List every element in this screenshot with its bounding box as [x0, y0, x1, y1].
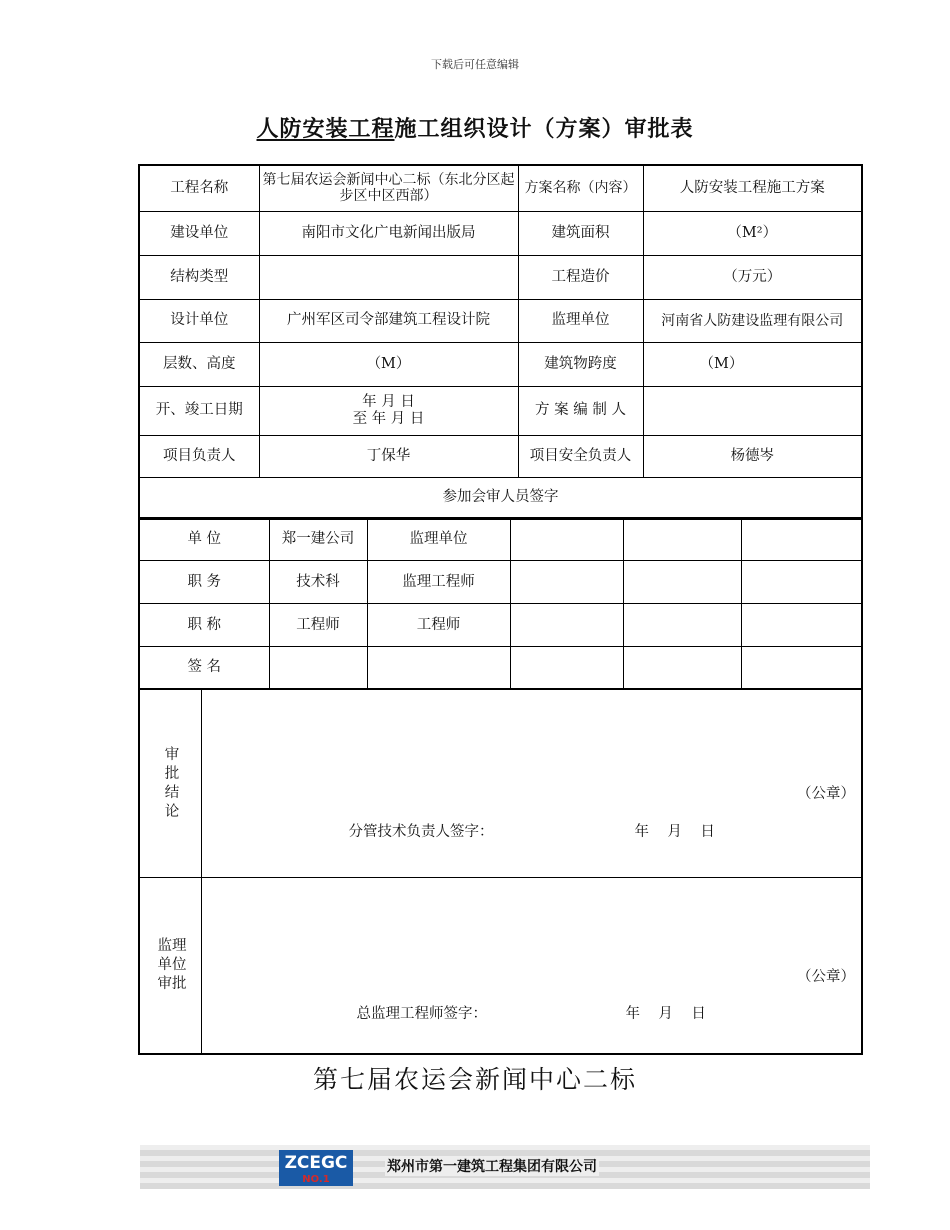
signer-cell: [367, 647, 510, 689]
signer-cell: [510, 518, 623, 561]
area-value: （M²）: [643, 211, 862, 255]
title-underlined: 人防安装工程: [256, 116, 395, 142]
compiler-label: 方 案 编 制 人: [518, 386, 643, 435]
span-value: （M）: [643, 342, 862, 386]
company-logo-sub: NO.1: [296, 1174, 336, 1186]
supervision-sign-label: 总监理工程师签字：: [356, 1006, 487, 1022]
span-label: 建筑物跨度: [518, 342, 643, 386]
signer-cell: 工程师: [367, 604, 510, 647]
pm-label: 项目负责人: [139, 435, 259, 477]
signer-cell: [741, 604, 862, 647]
supervision-seal: （公章）: [797, 969, 855, 985]
signer-cell: [623, 518, 741, 561]
signer-cell: 工程师: [269, 604, 367, 647]
builder-value: 南阳市文化广电新闻出版局: [259, 211, 518, 255]
date-start: 年 月 日: [362, 393, 415, 410]
cost-value: （万元）: [643, 255, 862, 299]
signer-cell: 技术科: [269, 561, 367, 604]
signer-cell: [741, 561, 862, 604]
signer-row-label: 职 务: [139, 561, 269, 604]
signer-cell: [510, 604, 623, 647]
label-line: 论: [164, 803, 180, 820]
signer-cell: 监理工程师: [367, 561, 510, 604]
structure-value: [259, 255, 518, 299]
project-name-label: 工程名称: [139, 165, 259, 211]
signer-cell: [510, 561, 623, 604]
company-name: 郑州市第一建筑工程集团有限公司: [385, 1156, 599, 1176]
approval-row: [139, 690, 862, 878]
label-line: 审: [164, 746, 180, 763]
area-label: 建筑面积: [518, 211, 643, 255]
signer-cell: [741, 518, 862, 561]
scheme-name-value: 人防安装工程施工方案: [643, 165, 862, 211]
floors-value: （M）: [259, 342, 518, 386]
table-row: [139, 299, 862, 342]
top-note: 下载后可任意编辑: [431, 58, 519, 71]
approval-sign-label: 分管技术负责人签字：: [348, 824, 494, 840]
pm-value: 丁保华: [259, 435, 518, 477]
project-info-table: [138, 164, 863, 520]
supervision-label-text: [142, 937, 202, 994]
page-title: [0, 112, 950, 143]
supervision-content: [201, 878, 862, 1054]
cost-label: 工程造价: [518, 255, 643, 299]
supervisor-value: 河南省人防建设监理有限公司: [643, 299, 862, 342]
supervision-date: 年 月 日: [625, 1006, 706, 1022]
label-line: 审批: [157, 975, 187, 992]
signers-heading: 参加会审人员签字: [139, 477, 862, 519]
compiler-value: [643, 386, 862, 435]
supervision-label: [139, 878, 201, 1054]
table-row: [139, 211, 862, 255]
scheme-name-label: 方案名称（内容）: [518, 165, 643, 211]
table-row: [139, 518, 862, 561]
table-row: [139, 342, 862, 386]
designer-label: 设计单位: [139, 299, 259, 342]
signer-cell: [510, 647, 623, 689]
safety-value: 杨德岑: [643, 435, 862, 477]
label-line: 监理: [157, 937, 187, 954]
dates-value: [259, 386, 518, 435]
table-row: [139, 435, 862, 477]
floors-label: 层数、高度: [139, 342, 259, 386]
label-line: 单位: [157, 956, 187, 973]
signer-cell: [269, 647, 367, 689]
approval-label-text: [142, 746, 202, 822]
approval-content: [201, 690, 862, 878]
table-row: [139, 477, 862, 519]
table-row: [139, 386, 862, 435]
dates-label: 开、竣工日期: [139, 386, 259, 435]
footer-project-title: 第七届农运会新闻中心二标: [312, 1065, 637, 1094]
safety-label: 项目安全负责人: [518, 435, 643, 477]
signer-cell: 监理单位: [367, 518, 510, 561]
label-line: 结: [164, 784, 180, 801]
signer-cell: [741, 647, 862, 689]
designer-value: 广州军区司令部建筑工程设计院: [259, 299, 518, 342]
table-row: [139, 561, 862, 604]
supervision-row: [139, 878, 862, 1054]
signer-row-label: 签 名: [139, 647, 269, 689]
supervisor-label: 监理单位: [518, 299, 643, 342]
approval-date: 年 月 日: [634, 824, 715, 840]
signer-row-label: 职 称: [139, 604, 269, 647]
builder-label: 建设单位: [139, 211, 259, 255]
signer-row-label: 单 位: [139, 518, 269, 561]
project-name-value: 第七届农运会新闻中心二标（东北分区起步区中区西部）: [259, 165, 518, 211]
approval-table: [138, 689, 863, 1055]
signer-cell: [623, 647, 741, 689]
approval-seal: （公章）: [797, 786, 855, 802]
company-logo: ZCEGC: [279, 1150, 353, 1186]
title-rest: 施工组织设计（方案）审批表: [394, 116, 694, 142]
signers-table: [138, 517, 863, 689]
signer-cell: 郑一建公司: [269, 518, 367, 561]
approval-label: [139, 690, 201, 878]
table-row: [139, 255, 862, 299]
date-end: 至 年 月 日: [352, 410, 425, 427]
signer-cell: [623, 604, 741, 647]
table-row: [139, 604, 862, 647]
structure-label: 结构类型: [139, 255, 259, 299]
table-row: [139, 647, 862, 689]
table-row: [139, 165, 862, 211]
label-line: 批: [164, 765, 180, 782]
signer-cell: [623, 561, 741, 604]
